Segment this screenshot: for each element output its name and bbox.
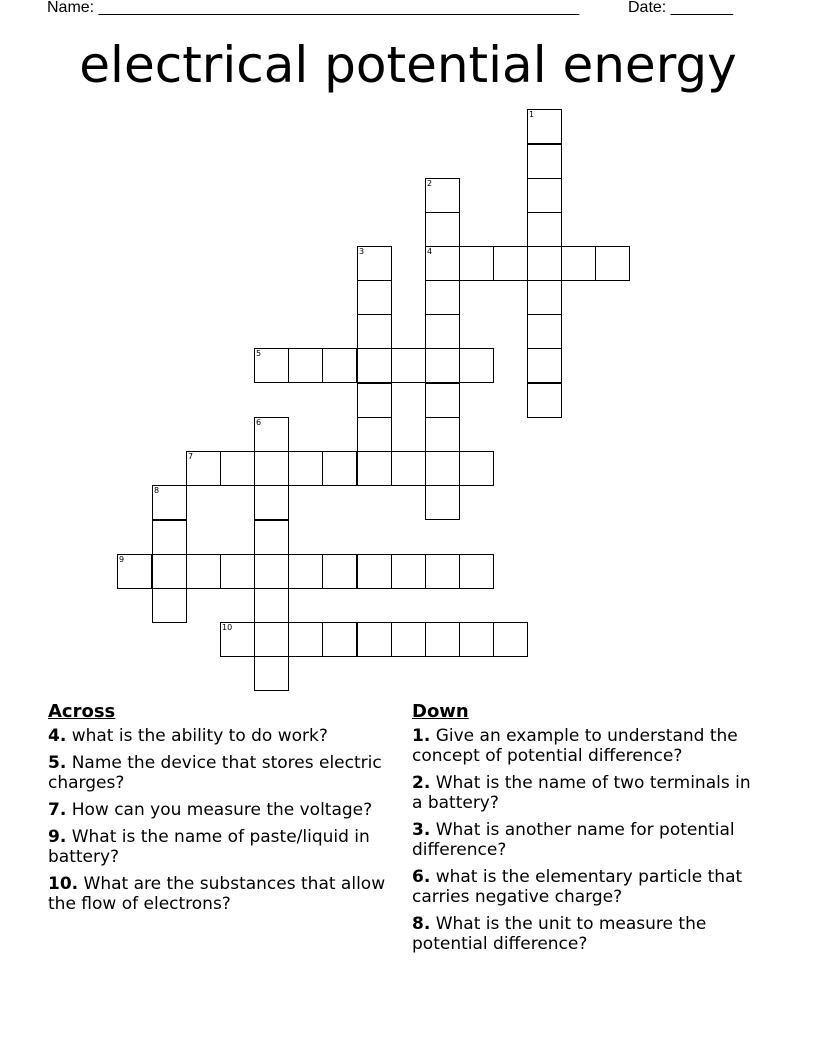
crossword-cell[interactable] bbox=[254, 451, 289, 486]
down-clue bbox=[412, 820, 757, 860]
crossword-cell[interactable] bbox=[288, 348, 323, 383]
crossword-cell[interactable] bbox=[391, 554, 426, 589]
crossword-cell[interactable] bbox=[527, 383, 562, 418]
down-clue bbox=[412, 773, 757, 813]
crossword-cell[interactable] bbox=[493, 622, 528, 657]
crossword-cell[interactable] bbox=[288, 554, 323, 589]
crossword-cell[interactable] bbox=[152, 588, 187, 623]
crossword-cell[interactable] bbox=[186, 451, 221, 486]
clue-number: 3. bbox=[412, 820, 431, 840]
crossword-cell[interactable] bbox=[527, 314, 562, 349]
crossword-cell[interactable] bbox=[527, 246, 562, 281]
clue-number: 2. bbox=[412, 773, 431, 793]
crossword-cell[interactable] bbox=[527, 109, 562, 144]
crossword-cell[interactable] bbox=[254, 485, 289, 520]
crossword-cell[interactable] bbox=[117, 554, 152, 589]
clue-number: 10. bbox=[48, 874, 79, 894]
crossword-cell[interactable] bbox=[527, 212, 562, 247]
crossword-cell[interactable] bbox=[322, 554, 357, 589]
crossword-cell[interactable] bbox=[527, 144, 562, 179]
clue-text: what is the elementary particle that carries negative charge? bbox=[412, 867, 743, 907]
clue-text: What is the name of paste/liquid in battery? bbox=[48, 827, 370, 867]
crossword-cell[interactable] bbox=[391, 622, 426, 657]
across-clue bbox=[48, 800, 393, 820]
crossword-cell[interactable] bbox=[357, 314, 392, 349]
clue-number: 4. bbox=[48, 726, 67, 746]
cell-number: 3 bbox=[359, 247, 365, 256]
clue-text: What is the unit to measure the potential difference? bbox=[412, 914, 707, 954]
crossword-cell[interactable] bbox=[254, 622, 289, 657]
crossword-cell[interactable] bbox=[425, 246, 460, 281]
crossword-cell[interactable] bbox=[357, 246, 392, 281]
clue-number: 7. bbox=[48, 800, 67, 820]
crossword-cell[interactable] bbox=[357, 622, 392, 657]
cell-number: 4 bbox=[427, 247, 433, 256]
clue-number: 8. bbox=[412, 914, 431, 934]
crossword-cell[interactable] bbox=[322, 622, 357, 657]
across-clues bbox=[48, 700, 393, 921]
crossword-cell[interactable] bbox=[493, 246, 528, 281]
crossword-cell[interactable] bbox=[357, 417, 392, 452]
crossword-cell[interactable] bbox=[425, 178, 460, 213]
crossword-cell[interactable] bbox=[357, 348, 392, 383]
crossword-cell[interactable] bbox=[254, 588, 289, 623]
cell-number: 2 bbox=[427, 179, 433, 188]
cell-number: 10 bbox=[222, 623, 233, 632]
crossword-cell[interactable] bbox=[152, 485, 187, 520]
cell-number: 7 bbox=[188, 452, 194, 461]
crossword-cell[interactable] bbox=[459, 622, 494, 657]
crossword-cell[interactable] bbox=[527, 178, 562, 213]
down-clue bbox=[412, 726, 757, 766]
clue-number: 6. bbox=[412, 867, 431, 887]
clue-text: What are the substances that allow the flow of electrons? bbox=[48, 874, 386, 914]
down-clues bbox=[412, 700, 757, 961]
clue-number: 1. bbox=[412, 726, 431, 746]
crossword-cell[interactable] bbox=[357, 451, 392, 486]
crossword-cell[interactable] bbox=[527, 348, 562, 383]
crossword-cell[interactable] bbox=[425, 451, 460, 486]
cell-number: 8 bbox=[154, 486, 160, 495]
across-clue bbox=[48, 827, 393, 867]
clue-text: How can you measure the voltage? bbox=[66, 800, 373, 820]
crossword-cell[interactable] bbox=[425, 485, 460, 520]
across-heading: Across bbox=[48, 701, 116, 722]
crossword-cell[interactable] bbox=[357, 554, 392, 589]
crossword-cell[interactable] bbox=[425, 417, 460, 452]
cell-number: 9 bbox=[119, 555, 125, 564]
date-field-label: Date: _______ bbox=[628, 0, 733, 16]
cell-number: 1 bbox=[529, 110, 535, 119]
crossword-cell[interactable] bbox=[425, 314, 460, 349]
crossword-cell[interactable] bbox=[254, 520, 289, 555]
crossword-cell[interactable] bbox=[322, 451, 357, 486]
crossword-cell[interactable] bbox=[254, 554, 289, 589]
crossword-cell[interactable] bbox=[425, 280, 460, 315]
page-title: electrical potential energy bbox=[79, 36, 737, 94]
crossword-cell[interactable] bbox=[561, 246, 596, 281]
clue-text: What is another name for potential difference? bbox=[412, 820, 735, 860]
crossword-cell[interactable] bbox=[220, 451, 255, 486]
crossword-cell[interactable] bbox=[357, 280, 392, 315]
crossword-cell[interactable] bbox=[152, 520, 187, 555]
clue-text: Name the device that stores electric charges? bbox=[48, 753, 382, 793]
crossword-cell[interactable] bbox=[288, 622, 323, 657]
crossword-cell[interactable] bbox=[186, 554, 221, 589]
across-clue bbox=[48, 753, 393, 793]
crossword-cell[interactable] bbox=[459, 348, 494, 383]
crossword-cell[interactable] bbox=[391, 348, 426, 383]
name-field-label: Name: ______________________________________________________ bbox=[47, 0, 580, 16]
crossword-cell[interactable] bbox=[357, 383, 392, 418]
across-clue bbox=[48, 874, 393, 914]
clue-number: 9. bbox=[48, 827, 67, 847]
crossword-cell[interactable] bbox=[254, 417, 289, 452]
crossword-cell[interactable] bbox=[425, 622, 460, 657]
crossword-cell[interactable] bbox=[288, 451, 323, 486]
crossword-cell[interactable] bbox=[459, 554, 494, 589]
cell-number: 5 bbox=[256, 349, 262, 358]
crossword-cell[interactable] bbox=[425, 348, 460, 383]
across-clue bbox=[48, 726, 393, 746]
crossword-cell[interactable] bbox=[220, 622, 255, 657]
crossword-cell[interactable] bbox=[322, 348, 357, 383]
crossword-cell[interactable] bbox=[254, 348, 289, 383]
crossword-cell[interactable] bbox=[527, 280, 562, 315]
crossword-cell[interactable] bbox=[391, 451, 426, 486]
crossword-cell[interactable] bbox=[425, 554, 460, 589]
down-clue bbox=[412, 867, 757, 907]
down-heading: Down bbox=[412, 701, 469, 722]
crossword-cell[interactable] bbox=[152, 554, 187, 589]
crossword-cell[interactable] bbox=[459, 451, 494, 486]
crossword-cell[interactable] bbox=[425, 383, 460, 418]
down-clue bbox=[412, 914, 757, 954]
crossword-cell[interactable] bbox=[254, 656, 289, 691]
clue-text: what is the ability to do work? bbox=[66, 726, 328, 746]
clue-number: 5. bbox=[48, 753, 67, 773]
crossword-cell[interactable] bbox=[595, 246, 630, 281]
crossword-cell[interactable] bbox=[425, 212, 460, 247]
cell-number: 6 bbox=[256, 418, 262, 427]
clue-text: What is the name of two terminals in a battery? bbox=[412, 773, 751, 813]
crossword-cell[interactable] bbox=[220, 554, 255, 589]
crossword-cell[interactable] bbox=[459, 246, 494, 281]
clue-text: Give an example to understand the concept of potential difference? bbox=[412, 726, 738, 766]
